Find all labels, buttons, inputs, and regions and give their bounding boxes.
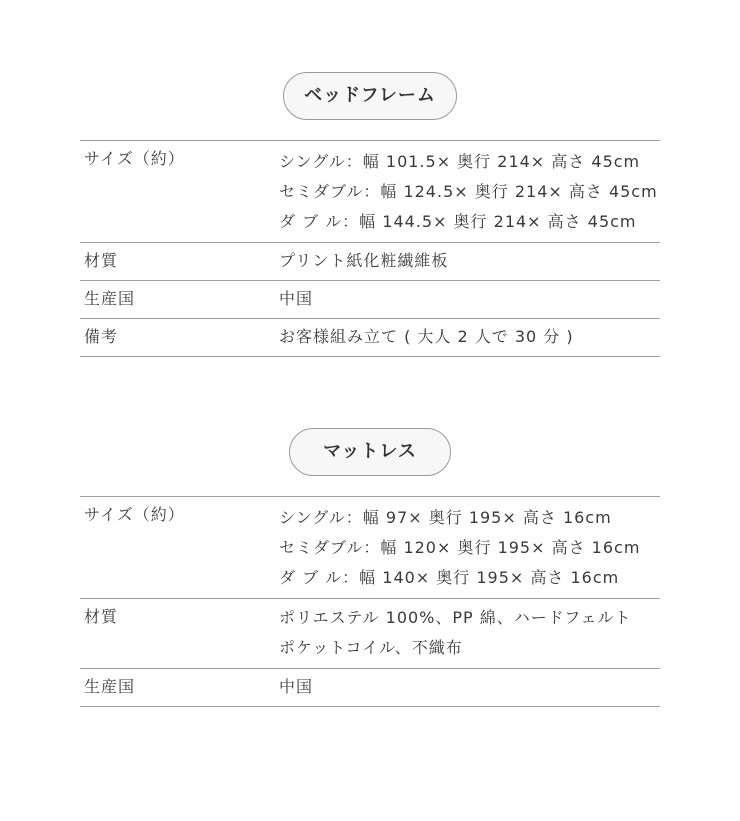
spec-value: ポケットコイル、不織布	[279, 638, 463, 657]
spec-label: サイズ（約）	[84, 149, 185, 168]
spec-label: サイズ（約）	[84, 505, 185, 524]
spec-label: 生産国	[84, 289, 136, 308]
spec-value: 中国	[279, 289, 314, 308]
spec-label: 生産国	[84, 677, 136, 696]
spec-row-material	[80, 243, 660, 281]
spec-value: お客様組み立て ( 大人 2 人で 30 分 )	[279, 327, 574, 346]
spec-value: ダ ブ ル：幅 144.5× 奥行 214× 高さ 45cm	[279, 212, 637, 231]
spec-label: 備考	[84, 327, 119, 346]
spec-value: 中国	[279, 677, 314, 696]
spec-value: セミダブル：幅 120× 奥行 195× 高さ 16cm	[279, 538, 641, 557]
spec-label: 材質	[84, 607, 119, 626]
spec-value: シングル：幅 97× 奥行 195× 高さ 16cm	[279, 508, 612, 527]
spec-row-material	[80, 599, 660, 669]
mattress-section	[80, 428, 660, 707]
spec-label: 材質	[84, 251, 119, 270]
spec-row-size	[80, 497, 660, 599]
bed-frame-spec-table	[80, 140, 660, 357]
spec-row-origin	[80, 669, 660, 707]
spec-value: ポリエステル 100%、PP 綿、ハードフェルト	[279, 608, 632, 627]
spec-value: ダ ブ ル：幅 140× 奥行 195× 高さ 16cm	[279, 568, 620, 587]
spec-value: セミダブル：幅 124.5× 奥行 214× 高さ 45cm	[279, 182, 658, 201]
mattress-spec-table	[80, 496, 660, 707]
spec-row-origin	[80, 281, 660, 319]
spec-row-size	[80, 141, 660, 243]
spec-row-notes	[80, 319, 660, 357]
spec-value: シングル：幅 101.5× 奥行 214× 高さ 45cm	[279, 152, 641, 171]
bed-frame-section	[80, 72, 660, 357]
mattress-heading: マットレス	[289, 428, 451, 476]
spec-value: プリント紙化粧繊維板	[279, 251, 449, 270]
bed-frame-heading: ベッドフレーム	[283, 72, 457, 120]
